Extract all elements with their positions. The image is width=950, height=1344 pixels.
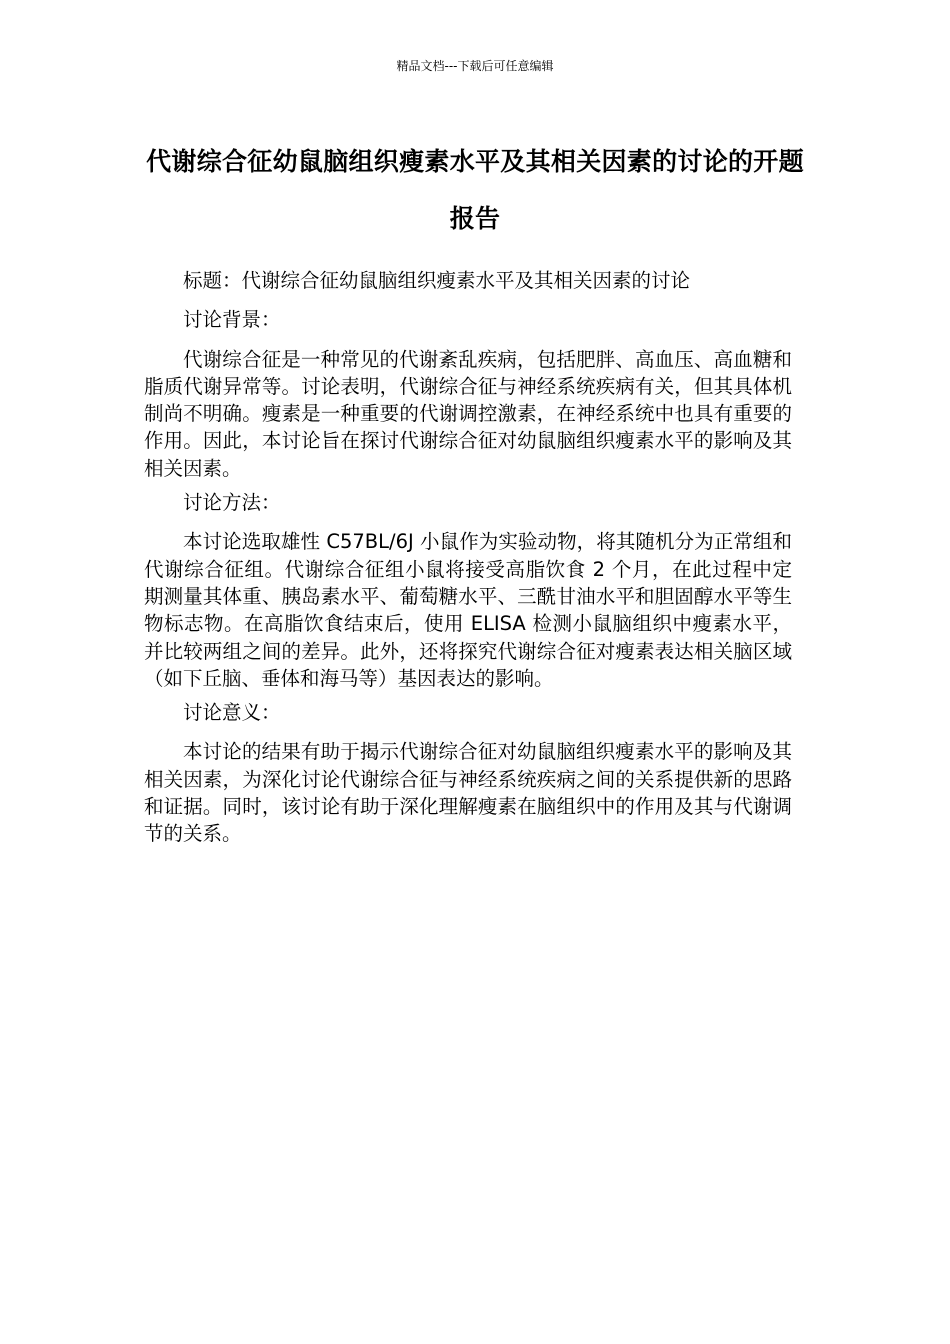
background-heading: 讨论背景： bbox=[183, 308, 281, 332]
page-header-note: 精品文档---下载后可任意编辑 bbox=[396, 59, 554, 73]
document-body bbox=[144, 267, 792, 855]
significance-paragraph: 本讨论的结果有助于揭示代谢综合征对幼鼠脑组织瘦素水平的影响及其相关因素，为深化讨论代谢综合征与神经系统疾病之间的关系提供新的思路和证据。同时，该讨论有助于深化理解瘦素在脑组织中的作用及其与代谢调节的关系。 bbox=[144, 740, 792, 846]
methods-paragraph: 本讨论选取雄性 C57BL/6J 小鼠作为实验动物，将其随机分为正常组和代谢综合征组。代谢综合征组小鼠将接受高脂饮食 2 个月，在此过程中定期测量其体重、胰岛素水平、葡萄糖水平、三酰甘油水平和胆固醇水平等生物标志物。在高脂饮食结束后，使用 ELISA 检测小鼠脑组织中瘦素水平，并比较两组之间的差异。此外，还将探究代谢综合征对瘦素表达相关脑区域（如下丘脑、垂体和海马等）基因表达的影响。 bbox=[144, 530, 792, 690]
significance-heading: 讨论意义： bbox=[183, 701, 281, 725]
title-line-paragraph: 标题：代谢综合征幼鼠脑组织瘦素水平及其相关因素的讨论 bbox=[183, 269, 691, 292]
document-title: 代谢综合征幼鼠脑组织瘦素水平及其相关因素的讨论的开题报告 bbox=[146, 147, 804, 233]
background-paragraph: 代谢综合征是一种常见的代谢紊乱疾病，包括肥胖、高血压、高血糖和脂质代谢异常等。讨论表明，代谢综合征与神经系统疾病有关，但其具体机制尚不明确。瘦素是一种重要的代谢调控激素，在神经系统中也具有重要的作用。因此，本讨论旨在探讨代谢综合征对幼鼠脑组织瘦素水平的影响及其相关因素。 bbox=[144, 347, 792, 480]
methods-heading: 讨论方法： bbox=[183, 491, 281, 515]
